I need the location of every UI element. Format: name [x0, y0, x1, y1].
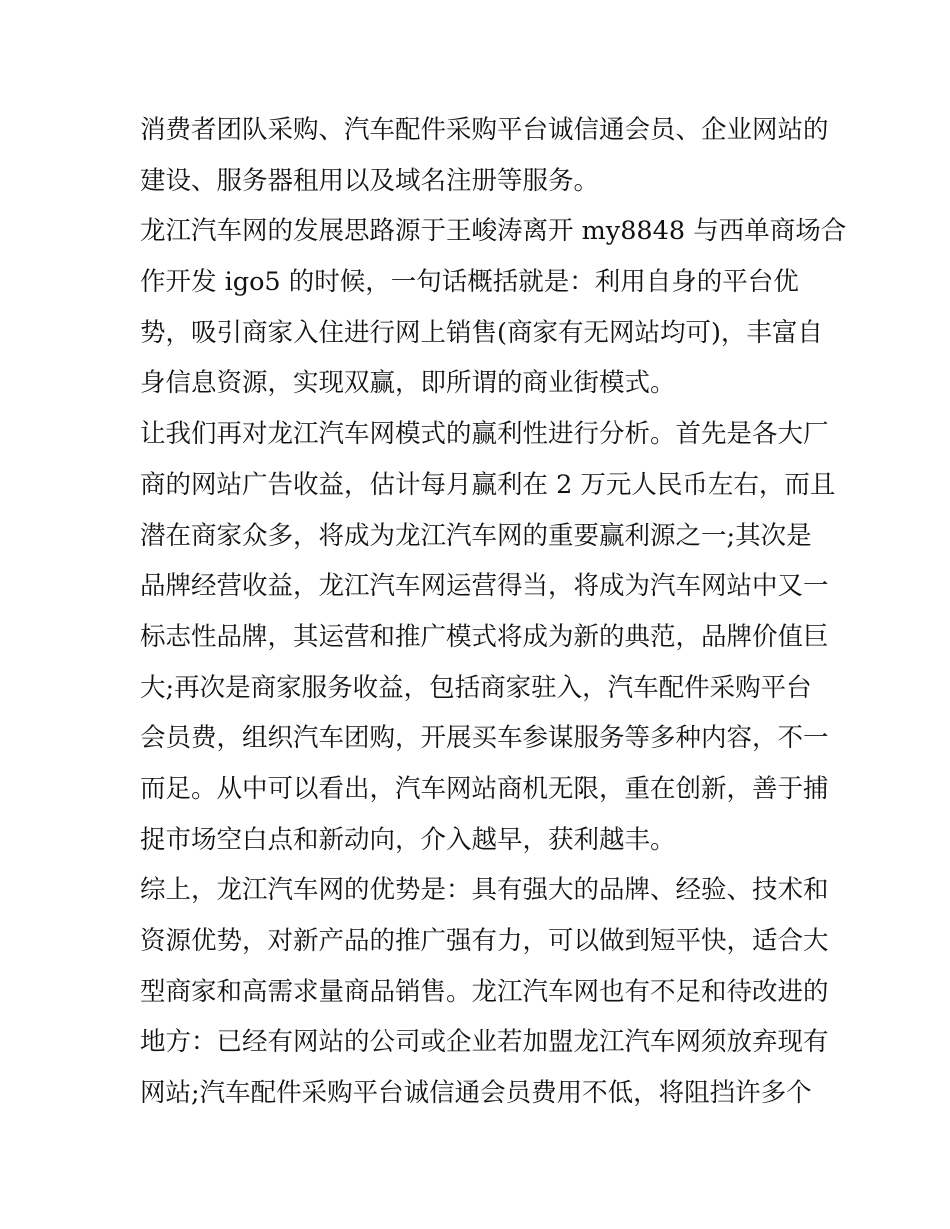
text-line: 综上，龙江汽车网的优势是：具有强大的品牌、经验、技术和: [140, 875, 829, 906]
text-line: 建设、服务器租用以及域名注册等服务。: [140, 165, 600, 196]
text-line: 让我们再对龙江汽车网模式的赢利性进行分析。首先是各大厂: [140, 419, 829, 450]
text-line: 身信息资源，实现双赢，即所谓的商业街模式。: [140, 368, 676, 399]
text-line: 资源优势，对新产品的推广强有力，可以做到短平快，适合大: [140, 926, 829, 956]
text-line: 捉市场空白点和新动向，介入越早，获利越丰。: [140, 824, 676, 855]
text-line: 网站;汽车配件采购平台诚信通会员费用不低，将阻挡许多个: [140, 1078, 812, 1109]
text-line: 品牌经营收益，龙江汽车网运营得当，将成为汽车网站中又一: [140, 571, 829, 602]
text-line: 而足。从中可以看出，汽车网站商机无限，重在创新，善于捕: [140, 773, 829, 804]
text-line: 势，吸引商家入住进行网上销售(商家有无网站均可)，丰富自: [140, 317, 823, 348]
text-line: 潜在商家众多，将成为龙江汽车网的重要赢利源之一;其次是: [140, 520, 812, 551]
text-line: 地方：已经有网站的公司或企业若加盟龙江汽车网须放弃现有: [140, 1027, 829, 1058]
text-line: 型商家和高需求量商品销售。龙江汽车网也有不足和待改进的: [140, 976, 829, 1007]
text-line: 大;再次是商家服务收益，包括商家驻入，汽车配件采购平台: [140, 672, 812, 703]
text-line: 标志性品牌，其运营和推广模式将成为新的典范，品牌价值巨: [140, 621, 829, 652]
text-line: 会员费，组织汽车团购，开展买车参谋服务等多种内容，不一: [140, 723, 829, 754]
text-line: 作开发 igo5 的时候，一句话概括就是：利用自身的平台优: [140, 267, 799, 298]
text-line: 龙江汽车网的发展思路源于王峻涛离开 my8848 与西单商场合: [140, 216, 847, 247]
document-body: [140, 105, 847, 1119]
text-line: 消费者团队采购、汽车配件采购平台诚信通会员、企业网站的: [140, 115, 829, 145]
text-line: 商的网站广告收益，估计每月赢利在 2 万元人民币左右，而且: [140, 469, 836, 500]
